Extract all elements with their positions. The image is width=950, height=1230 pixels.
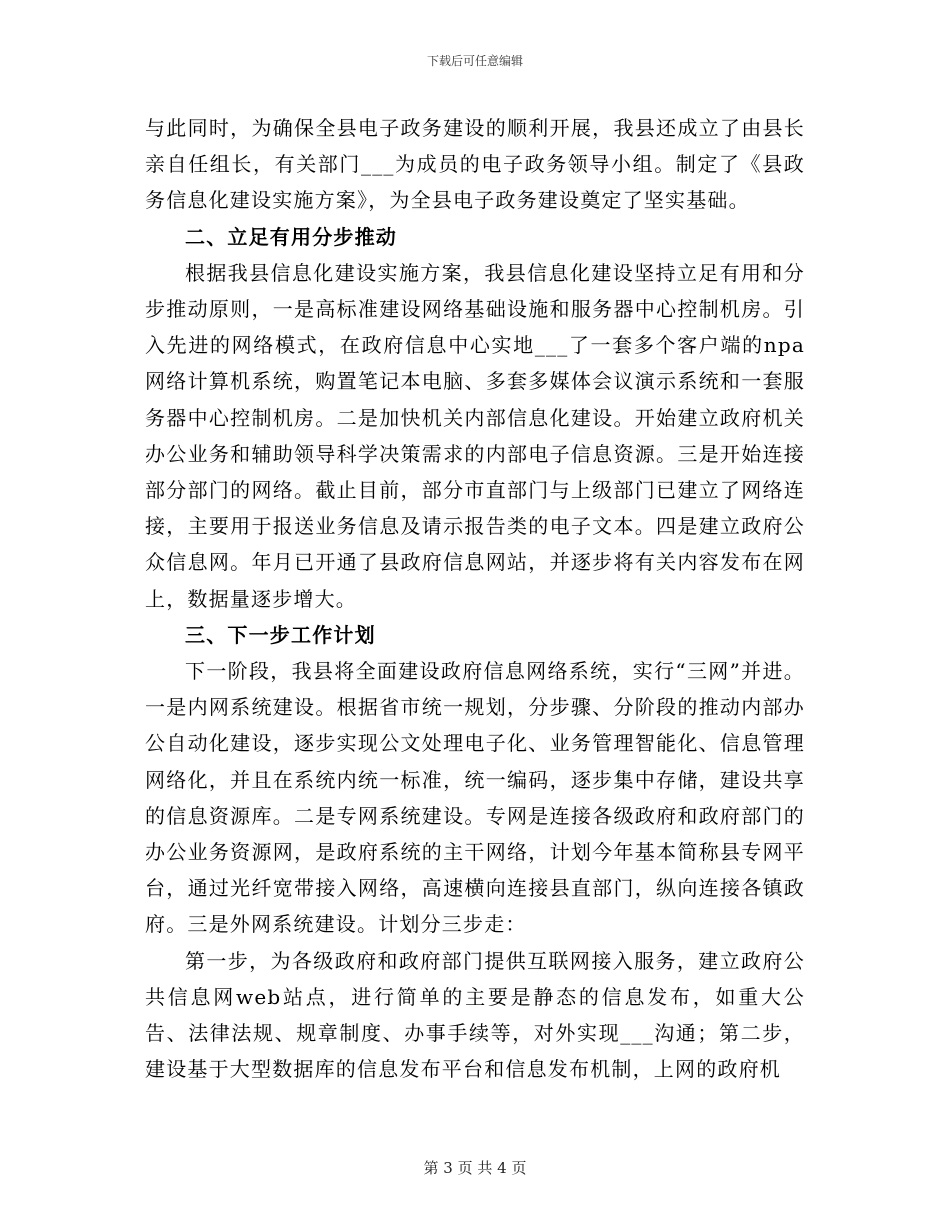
document-body [145,110,805,1087]
paragraph-next-plan: 下一阶段，我县将全面建设政府信息网络系统，实行“三网”并进。一是内网系统建设。根据省市统一规划，分步骤、分阶段的推动内部办公自动化建设，逐步实现公文处理电子化、业务管理智能化、信息管理网络化，并且在系统内统一标准，统一编码，逐步集中存储，建设共享的信息资源库。二是专网系统建设。专网是连接各级政府和政府部门的办公业务资源网，是政府系统的主干网络，计划今年基本简称县专网平台，通过光纤宽带接入网络，高速横向连接县直部门，纵向连接各镇政府。三是外网系统建设。计划分三步走： [145,659,805,937]
section-heading-3: 三、下一步工作计划 [185,622,376,647]
paragraph-step-by-step: 根据我县信息化建设实施方案，我县信息化建设坚持立足有用和分步推动原则，一是高标准建设网络基础设施和服务器中心控制机房。引入先进的网络模式，在政府信息中心实地___了一套多个客户端的npa网络计算机系统，购置笔记本电脑、多套多媒体会议演示系统和一套服务器中心控制机房。二是加快机关内部信息化建设。开始建立政府机关办公业务和辅助领导科学决策需求的内部电子信息资源。三是开始连接部分部门的网络。截止目前，部分市直部门与上级部门已建立了网络连接，主要用于报送业务信息及请示报告类的电子文本。四是建立政府公众信息网。年月已开通了县政府信息网站，并逐步将有关内容发布在网上，数据量逐步增大。 [145,260,805,611]
page-footer-page-number: 第 3 页 共 4 页 [423,1159,527,1177]
page-header: 下载后可任意编辑 [426,54,523,68]
paragraph-first-step: 第一步，为各级政府和政府部门提供互联网接入服务，建立政府公共信息网web站点，进行简单的主要是静态的信息发布，如重大公告、法律法规、规章制度、办事手续等，对外实现___沟通；第二步，建设基于大型数据库的信息发布平台和信息发布机制，上网的政府机 [145,948,805,1082]
section-heading-2: 二、立足有用分步推动 [185,224,397,249]
paragraph-leadership-group: 与此同时，为确保全县电子政务建设的顺利开展，我县还成立了由县长亲自任组长，有关部门___为成员的电子政务领导小组。制定了《县政务信息化建设实施方案》，为全县电子政务建设奠定了坚实基础。 [145,116,805,213]
